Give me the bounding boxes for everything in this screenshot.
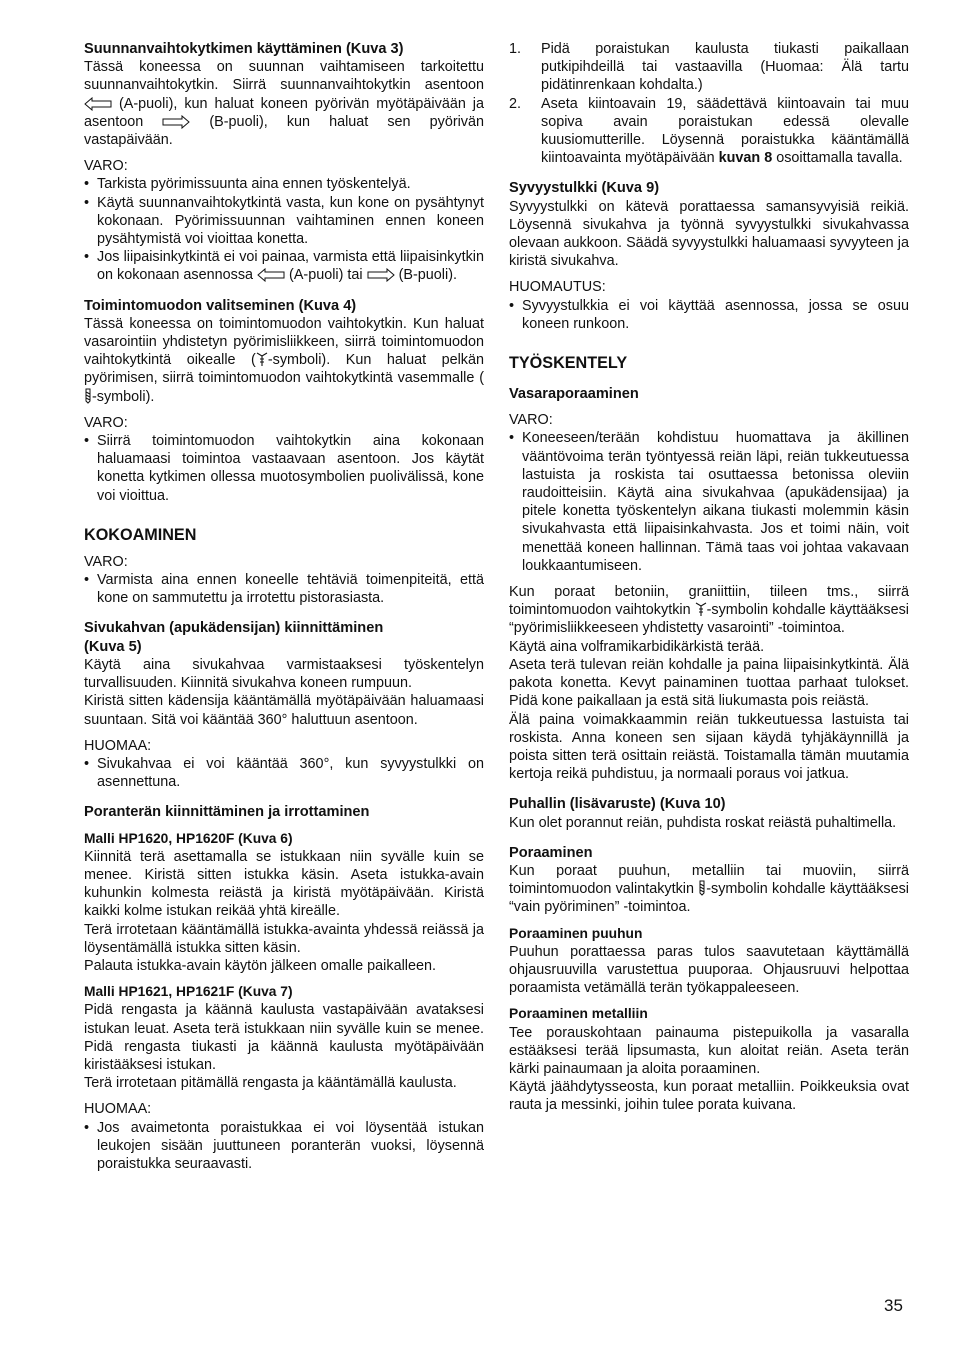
drill-bit-icon [84,388,92,404]
caution-label: VARO: [84,414,128,431]
note-list [84,755,484,791]
hammer-drill-icon [695,601,707,617]
paragraph: Tässä koneessa on suunnan vaihtamiseen tarkoitettu suunnanvaihtokytkin. Siirrä suunnanvaihtokytkin asentoon (A-puoli), kun haluat koneen pyörivän myötäpäivään ja asentoon (B-puoli), kun haluat sen pyörivän vastapäivään. [84,59,485,149]
section-title: Suunnanvaihtokytkimen käyttäminen (Kuva 3) [84,41,404,57]
chapter-heading: TYÖSKENTELY [509,354,628,373]
caution-list [84,432,484,505]
note-label: HUOMAA: [84,1101,152,1118]
right-column [509,40,909,1115]
note-label: HUOMAUTUS: [509,279,606,296]
subsection-title: Poraaminen puuhun [509,925,643,941]
arrow-right-icon [162,115,190,129]
list-item: • Siirrä toimintomuodon vaihtokytkin aina kokonaan haluamaasi toimintoa vastaavaan asentoon. Jos käytät konetta kytkimen ollessa muotosymbolien puolivälissä, kone voi vioittua. [84,432,484,505]
section-title: (Kuva 5) [84,638,142,655]
paragraph: Käytä aina sivukahvaa varmistaaksesi työskentelyn turvallisuuden. Kiinnitä sivukahva koneen rumpuun. [84,656,484,692]
paragraph: Tässä koneessa on toimintomuodon vaihtokytkin. Kun haluat vasarointiin yhdistetyn pyörimisliikkeen, siirrä toimintomuodon vaihtokytkintä oikealle ( -symboli). Kun haluat pelkän pyörimisen, siirrä toimintomuodon vaihtokytkintä vasemmalle (-symboli). [84,315,485,405]
subsection-title: Poraaminen metalliin [509,1006,648,1022]
paragraph: Pidä rengasta ja käännä kaulusta vastapäivään avataksesi istukan leuat. Aseta terä istukkaan niin syvälle kuin se menee. Pidä rengasta tiukasti ja käännä kaulusta myötäpäivään kiristääksesi istukan. [84,1002,484,1073]
list-item: • Tarkista pyörimissuunta aina ennen työskentelyä. [84,175,484,193]
paragraph: Terä irrotetaan pitämällä rengasta ja kääntämällä kaulusta. [84,1075,457,1092]
paragraph: Kiinnitä terä asettamalla se istukkaan niin syvälle kuin se menee. Kiristä sitten istukka käsin. Aseta istukka-avain kuhunkin kolmesta reiästä ja kiristä myötäpäivään. Kiristä kaikki kolme istukan reikää yhtä kireälle. [84,848,484,920]
paragraph: Palauta istukka-avain käytön jälkeen omalle paikalleen. [84,957,436,974]
arrow-right-icon [367,268,395,282]
caution-label: VARO: [84,553,128,570]
section-title: Sivukahvan (apukädensijan) kiinnittäminen [84,620,384,637]
paragraph: Kun poraat betoniin, graniittiin, tiileen tms., siirrä toimintomuodon vaihtokytkin -symbolin kohdalle käyttääksesi “pyörimisliikkeeseen yhdistetty vasarointi” -toimintoa. [509,584,909,637]
paragraph: Käytä jäähdytysseosta, kun poraat metalliin. Poikkeuksia ovat rauta ja messinki, joihin tulee porata kuivana. [509,1079,909,1114]
paragraph: Kun poraat puuhun, metalliin tai muoviin, siirrä toimintomuodon valintakytkin -symbolin kohdalle käyttääksesi “vain pyöriminen” -toimintoa. [509,862,910,916]
paragraph: Aseta terä tulevan reiän kohdalle ja paina liipaisinkytkintä. Älä pakota konetta. Kevyt painaminen tuottaa parhaat tulokset. Pidä kone paikallaan ja estä sitä liukumasta pois reiästä. [509,656,909,710]
list-item: 2. Aseta kiintoavain 19, säädettävä kiintoavain tai muu sopiva avain poraistukan edessä olevalle kuusiomutterille. Löysennä poraistukka kääntämällä kiintoavainta myötäpäivään kuvan 8 osoittamalla tavalla. [509,95,909,167]
subsection-title: Malli HP1620, HP1620F (Kuva 6) [84,830,293,846]
paragraph: Tee porauskohtaan painauma pistepuikolla ja vasaralla estääksesi terää lipsumasta, kun aloitat reiän. Aseta terän kärki painaumaan ja aloita poraaminen. [509,1024,909,1077]
section-title: Poraaminen [509,844,593,861]
paragraph: Puuhun porattaessa paras tulos saavutetaan käyttämällä ohjausruuvilla varustettua puuporaa. Ohjausruuvi helpottaa poraamista vetämällä terän työkappaleeseen. [509,943,909,997]
paragraph: Kiristä sitten kädensija kääntämällä myötäpäivään haluamaasi suuntaan. Sitä voi kääntää 360° haluttuun asentoon. [84,693,484,728]
paragraph: Kun olet porannut reiän, puhdista roskat reiästä puhaltimella. [509,814,897,831]
list-item: • Syvyystulkkia ei voi käyttää asennossa, jossa se osuu koneen runkoon. [509,297,909,333]
list-item: • Jos liipaisinkytkintä ei voi painaa, varmista että liipaisinkytkin on kokonaan asennossa (A-puoli) tai (B-puoli). [84,248,484,284]
caution-list [84,571,484,607]
list-item: • Varmista aina ennen koneelle tehtäviä toimenpiteitä, että kone on sammutettu ja irrotettu pistorasiasta. [84,571,484,607]
subsection-title: Malli HP1621, HP1621F (Kuva 7) [84,984,293,1000]
note-label: HUOMAA: [84,737,152,754]
list-item: • Jos avaimetonta poraistukkaa ei voi löysentää istukan leukojen sisään juuttuneen poranterän vuoksi, löysennä poraistukka seuraavasti. [84,1119,484,1174]
list-item: • Käytä suunnanvaihtokytkintä vasta, kun kone on pysähtynyt kokonaan. Pyörimissuunnan vaihtaminen ennen koneen pysähtymistä voi vioittaa konetta. [84,194,484,249]
page-number: 35 [884,1296,903,1315]
caution-list [509,429,909,575]
left-column [84,40,484,1173]
hammer-drill-icon [256,351,268,367]
section-title: Puhallin (lisävaruste) (Kuva 10) [509,796,726,813]
list-item: • Koneeseen/terään kohdistuu huomattava ja äkillinen vääntövoima terän työntyessä reiän läpi, reiän tukkeutuessa lastuista ja roskista tai osuttaessa betonissa oleviin raudoitteisiin. Käytä aina sivukahvaa (apukädensijaa) ja pitele konetta työskentelyn aikana tiukasti molemmin käsin sivukahvasta että liipaisinkahvasta. Jos et toimi näin, voit menettää koneen hallinnan. Tämä taas voi johtaa vakavaan loukkaantumiseen. [509,429,909,575]
arrow-left-icon [84,97,112,111]
caution-list [84,175,484,284]
note-list [509,297,909,333]
note-list [84,1119,484,1174]
caution-label: VARO: [84,158,128,175]
arrow-left-icon [257,268,285,282]
section-title: Vasaraporaaminen [509,386,639,403]
section-title: Syvyystulkki (Kuva 9) [509,180,660,197]
paragraph: Terä irrotetaan kääntämällä istukka-avainta yhdessä reiässä ja löysentämällä istukka sitten käsin. [84,921,484,956]
list-item: 1. Pidä poraistukan kaulusta tiukasti paikallaan putkipihdeillä tai vastaavilla (Huomaa: Älä tartu pidätinrenkaan kohdalta.) [509,41,909,94]
chapter-heading: KOKOAMINEN [84,525,197,544]
section-title: Poranterän kiinnittäminen ja irrottaminen [84,804,370,821]
paragraph: Käytä aina volframikarbidikärkistä terää. [509,638,765,655]
numbered-list [509,40,909,167]
paragraph: Älä paina voimakkaammin reiän tukkeutuessa lastuista tai roskista. Anna koneen sen sijaan käydä tyhjäkäynnillä ja poista sitten terä osittain reiästä. Toistamalla tämän muutamia kertoja reikä puhdistuu, ja normaali poraus voi jatkua. [509,711,909,783]
paragraph: Syvyystulkki on kätevä porattaessa samansyvyisiä reikiä. Löysennä sivukahva ja työnnä syvyystulkki sivukahvassa olevaan aukkoon. Säädä syvyystulkki haluamaasi syvyyteen ja kiristä sivukahva. [509,198,909,270]
section-title: Toimintomuodon valitseminen (Kuva 4) [84,297,357,314]
list-item: • Sivukahvaa ei voi kääntää 360°, kun syvyystulkki on asennettuna. [84,755,484,791]
caution-label: VARO: [509,412,553,429]
